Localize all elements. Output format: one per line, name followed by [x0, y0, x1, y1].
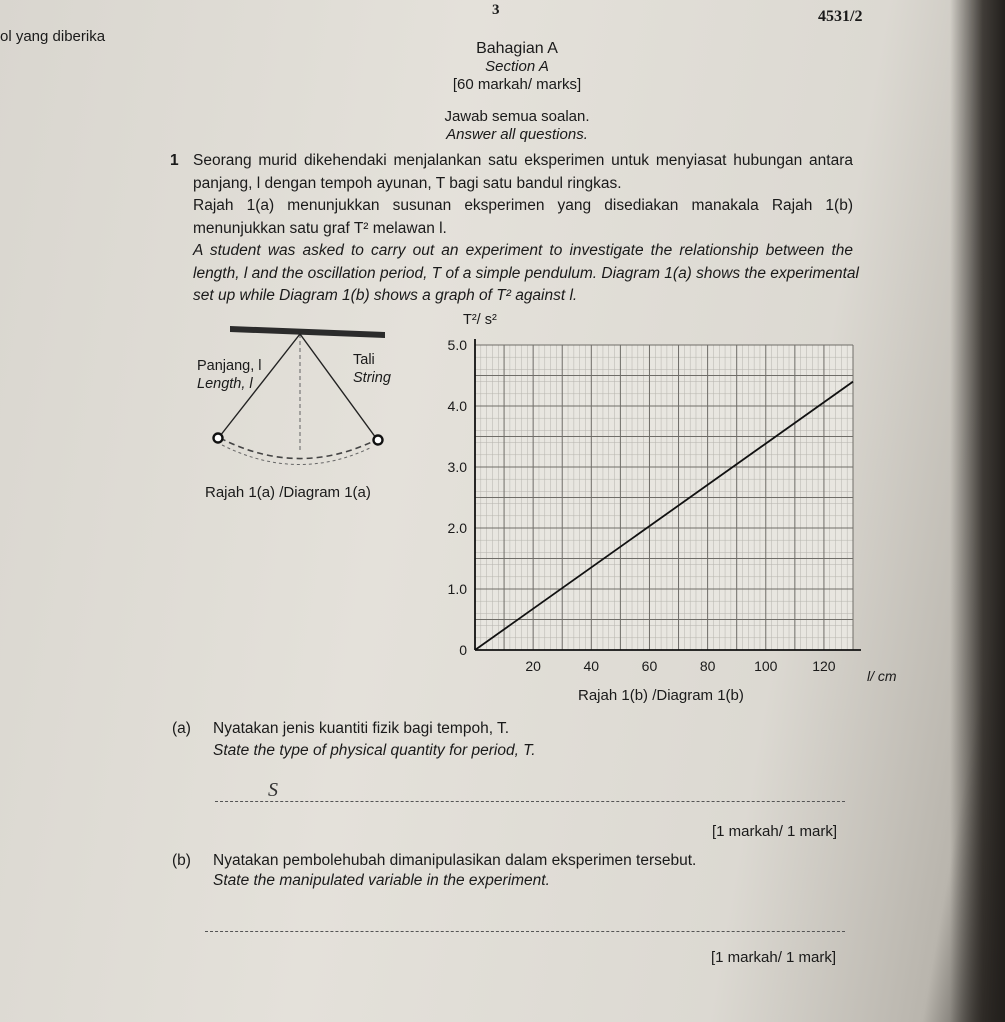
bob-left [214, 434, 223, 443]
swing-path-inner [222, 445, 372, 465]
part-a-marks: [1 markah/ 1 mark] [712, 823, 838, 840]
y-tick-label: 3.0 [447, 459, 467, 475]
left-fragment-text: ol yang diberika [0, 28, 106, 45]
pendulum-diagram [190, 318, 405, 478]
section-marks: [60 markah/ marks] [452, 76, 582, 93]
question-number: 1 [170, 152, 179, 169]
q1-en-line: A student was asked to carry out an experiment to investigate the relationship between the [193, 242, 853, 259]
page-shadow-edge [950, 0, 1005, 1022]
string-right [300, 334, 376, 438]
section-title-en: Section A [485, 58, 549, 75]
y-tick-label: 4.0 [447, 398, 467, 414]
instruction-ms: Jawab semua soalan. [444, 108, 590, 125]
y-tick-label: 1.0 [447, 581, 467, 597]
q1-ms-line: panjang, l dengan tempoh ayunan, T bagi satu bandul ringkas. [193, 174, 622, 192]
bob-right [374, 436, 383, 445]
x-tick-label: 20 [525, 658, 541, 674]
page-number: 3 [492, 2, 500, 18]
handwritten-answer: S [268, 779, 278, 801]
diagram-a-caption: Rajah 1(a) /Diagram 1(a) [205, 484, 371, 501]
part-a-text-en: State the type of physical quantity for period, T. [213, 742, 536, 759]
q1-ms-line: Rajah 1(a) menunjukkan susunan eksperimen yang disediakan manakala Rajah 1(b) [193, 197, 853, 214]
part-b-marks: [1 markah/ 1 mark] [711, 949, 837, 966]
pendulum-support [230, 326, 385, 338]
answer-line-a[interactable] [215, 801, 845, 802]
x-tick-label: 120 [812, 658, 836, 674]
question1-text-ms [193, 150, 853, 240]
part-b-text-en: State the manipulated variable in the experiment. [213, 872, 550, 889]
x-tick-label: 100 [754, 658, 778, 674]
diagram-b-caption: Rajah 1(b) /Diagram 1(b) [578, 687, 744, 704]
graph-diagram [430, 325, 897, 690]
part-a-label: (a) [172, 720, 191, 737]
paper-code: 4531/2 [818, 8, 863, 25]
x-tick-label: 40 [583, 658, 600, 674]
x-tick-label: 60 [641, 658, 658, 674]
q1-en-line: length, l and the oscillation period, T of a simple pendulum. Diagram 1(a) shows the experimental [193, 264, 859, 282]
label-string-ms: Tali [353, 352, 375, 368]
q1-ms-line: Seorang murid dikehendaki menjalankan satu eksperimen untuk menyiasat hubungan antara [193, 152, 853, 169]
x-axis-label: l/ cm [867, 668, 897, 684]
answer-line-b[interactable] [205, 931, 845, 932]
q1-ms-line: menunjukkan satu graf T² melawan l. [193, 219, 447, 237]
y-tick-label: 5.0 [447, 337, 467, 353]
label-length-en: Length, l [197, 376, 253, 392]
part-b-text-ms: Nyatakan pembolehubah dimanipulasikan dalam eksperimen tersebut. [213, 852, 697, 869]
instruction-en: Answer all questions. [446, 126, 588, 143]
y-tick-label: 2.0 [447, 520, 467, 536]
question1-text-en [193, 240, 859, 308]
part-b-label: (b) [172, 852, 191, 869]
section-title-ms: Bahagian A [476, 40, 558, 57]
x-tick-label: 80 [699, 658, 716, 674]
q1-en-line: set up while Diagram 1(b) shows a graph of T² against l. [193, 287, 578, 304]
label-string-en: String [353, 370, 391, 386]
part-a-text-ms: Nyatakan jenis kuantiti fizik bagi tempoh, T. [213, 720, 510, 737]
label-length-ms: Panjang, l [197, 358, 262, 374]
y-tick-label: 0 [459, 642, 467, 658]
y-axis-label: T²/ s² [463, 312, 497, 328]
